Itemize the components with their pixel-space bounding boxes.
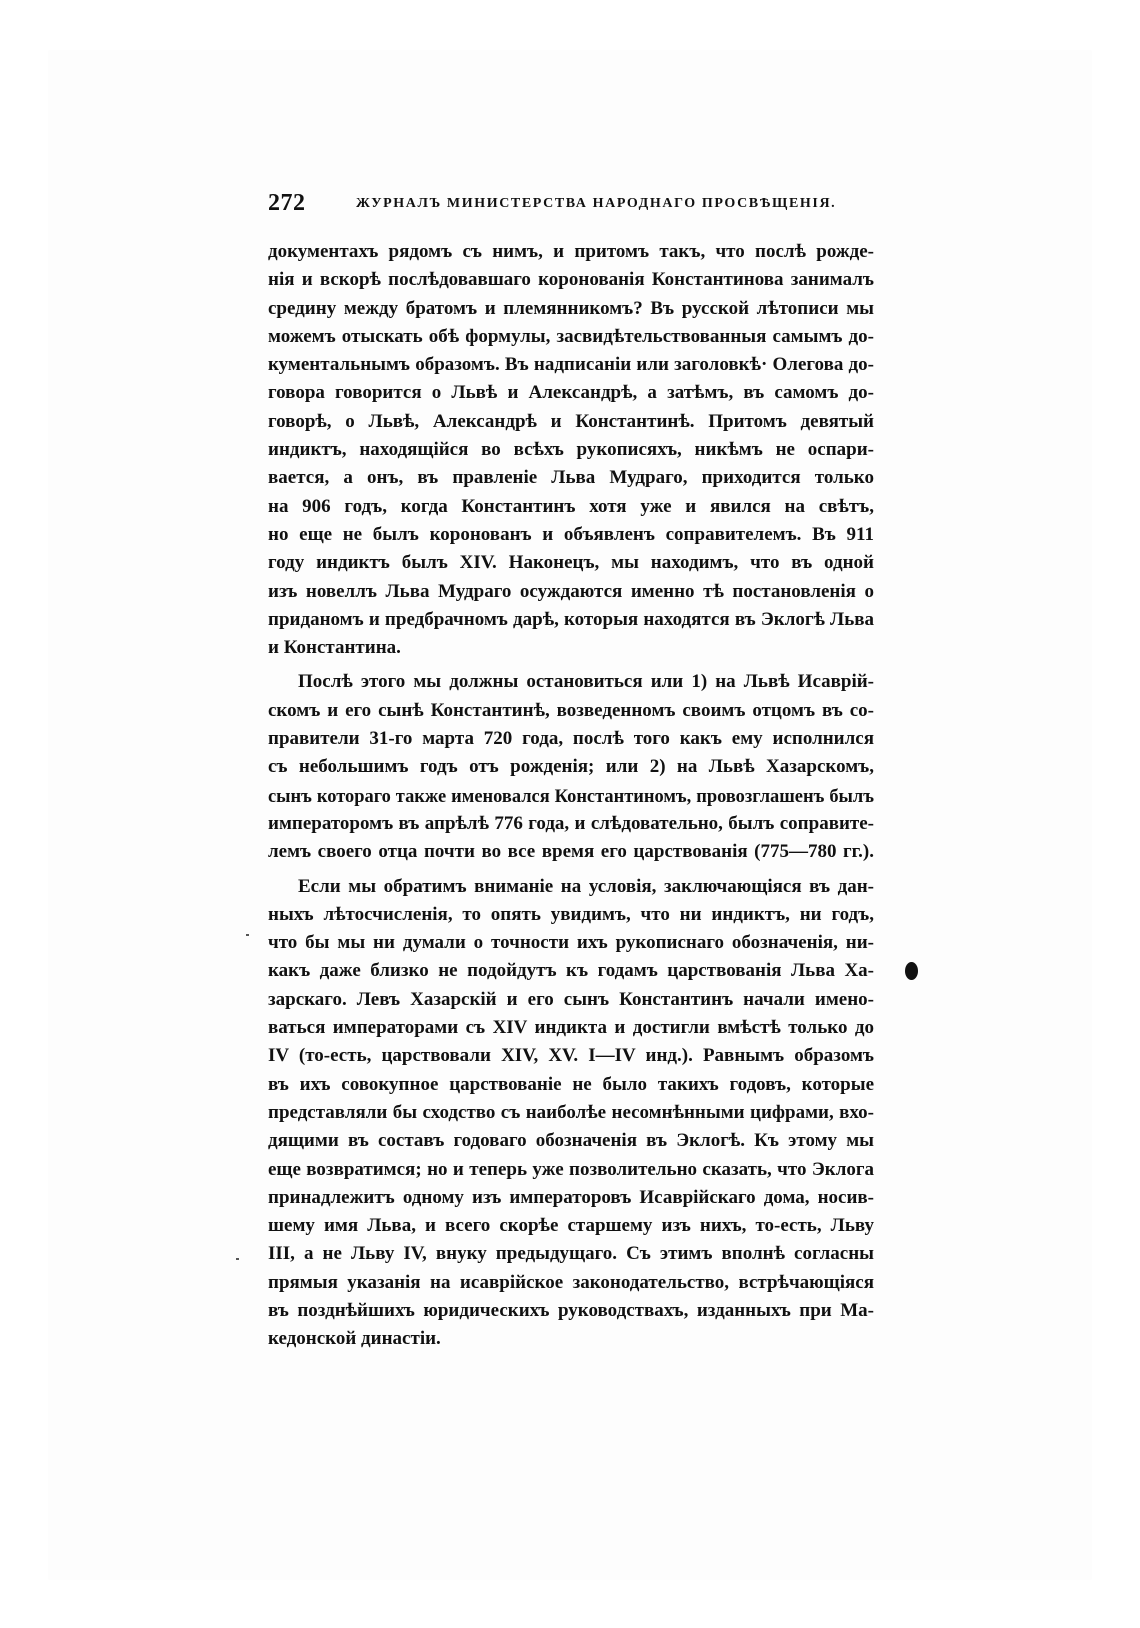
text-line: шему имя Льва, и всего скорѣе старшему изъ нихъ, то-есть, Льву xyxy=(268,1215,874,1237)
page-header xyxy=(268,190,868,230)
margin-speck xyxy=(236,1258,239,1260)
page-number: 272 xyxy=(268,190,306,216)
text-line: средину между братомъ и племянникомъ? Въ русской лѣтописи мы xyxy=(268,297,874,319)
paragraph-3 xyxy=(268,873,874,1354)
text-line: говорѣ, о Львѣ, Александрѣ и Константинѣ. Притомъ девятый xyxy=(268,410,874,432)
text-line: еще возвратимся; но и теперь уже позволительно сказать, что Эклога xyxy=(268,1158,874,1180)
body-text xyxy=(268,238,874,1354)
text-line: правители 31-го марта 720 года, послѣ того какъ ему исполнился xyxy=(268,728,874,750)
text-line: дящими въ составъ годоваго обозначенія въ Эклогѣ. Къ этому мы xyxy=(268,1130,874,1152)
text-line: III, а не Льву IV, внуку предыдущаго. Съ этимъ вполнѣ согласны xyxy=(268,1243,874,1265)
text-line: въ ихъ совокупное царствованіе не было такихъ годовъ, которые xyxy=(268,1073,874,1095)
text-line: и Константина. xyxy=(268,637,401,659)
text-line: на 906 годъ, когда Константинъ хотя уже и явился на свѣтъ, xyxy=(268,495,874,517)
text-line: документахъ рядомъ съ нимъ, и притомъ такъ, что послѣ рожде- xyxy=(268,241,874,262)
text-line: Если мы обратимъ вниманіе на условія, заключающіяся въ дан- xyxy=(298,875,874,897)
text-line: индиктъ, находящійся во всѣхъ рукописяхъ, никѣмъ не оспари- xyxy=(268,439,874,461)
paragraph-2 xyxy=(268,668,874,866)
text-line: но еще не былъ коронованъ и объявленъ соправителемъ. Въ 911 xyxy=(268,523,874,545)
margin-speck xyxy=(246,934,249,936)
text-line: лемъ своего отца почти во все время его царствованія (775—780 гг.). xyxy=(268,841,874,863)
text-line: IV (то-есть, царствовали XIV, XV. I—IV инд.). Равнымъ образомъ xyxy=(268,1045,874,1067)
text-line: приданомъ и предбрачномъ дарѣ, которыя находятся въ Эклогѣ Льва xyxy=(268,608,874,630)
ink-blot xyxy=(905,962,918,980)
text-line: какъ даже близко не подойдутъ къ годамъ царствованія Льва Ха- xyxy=(268,960,874,982)
text-line: принадлежитъ одному изъ императоровъ Исаврійскаго дома, носив- xyxy=(268,1186,874,1208)
text-line: прямыя указанія на исаврійское законодательство, встрѣчающіяся xyxy=(268,1271,874,1293)
text-line: скомъ и его сынѣ Константинѣ, возведенномъ своимъ отцомъ въ со- xyxy=(268,699,874,721)
text-line: съ небольшимъ годъ отъ рожденія; или 2) на Львѣ Хазарскомъ, xyxy=(268,756,874,778)
text-line: кументальнымъ образомъ. Въ надписаніи или заголовкѣ· Олегова до- xyxy=(268,354,874,376)
text-line: изъ новеллъ Льва Мудраго осуждаются именно тѣ постановленія о xyxy=(268,580,874,602)
text-line: ныхъ лѣтосчисленія, то опять увидимъ, что ни индиктъ, ни годъ, xyxy=(268,903,874,925)
text-line: можемъ отыскать обѣ формулы, засвидѣтельствованныя самымъ до- xyxy=(268,325,874,347)
text-line: сынъ котораго также именовался Константиномъ, провозглашенъ былъ xyxy=(268,785,874,806)
paragraph-1 xyxy=(268,238,874,662)
text-line: что бы мы ни думали о точности ихъ рукописнаго обозначенія, ни- xyxy=(268,932,874,954)
text-line: вается, а онъ, въ правленіе Льва Мудраго, приходится только xyxy=(268,467,874,489)
text-line: кедонской династіи. xyxy=(268,1328,441,1350)
text-line: Послѣ этого мы должны остановиться или 1) на Львѣ Исаврій- xyxy=(298,671,874,693)
text-line: въ позднѣйшихъ юридическихъ руководствахъ, изданныхъ при Ма- xyxy=(268,1299,874,1321)
text-line: году индиктъ былъ XIV. Наконецъ, мы находимъ, что въ одной xyxy=(268,552,874,574)
text-line: представляли бы сходство съ наиболѣе несомнѣнными цифрами, вхо- xyxy=(268,1101,874,1123)
text-line: нія и вскорѣ послѣдовавшаго коронованія Константинова занималъ xyxy=(268,269,874,291)
text-line: говора говорится о Львѣ и Александрѣ, а затѣмъ, въ самомъ до- xyxy=(268,382,874,404)
running-head: ЖУРНАЛЪ МИНИСТЕРСТВА НАРОДНАГО ПРОСВѢЩЕНІЯ. xyxy=(356,196,837,211)
text-line: императоромъ въ апрѣлѣ 776 года, и слѣдовательно, былъ соправите- xyxy=(268,812,874,834)
text-line: зарскаго. Левъ Хазарскій и его сынъ Константинъ начали имено- xyxy=(268,988,874,1010)
text-line: ваться императорами съ XIV индикта и достигли вмѣстѣ только до xyxy=(268,1017,874,1039)
